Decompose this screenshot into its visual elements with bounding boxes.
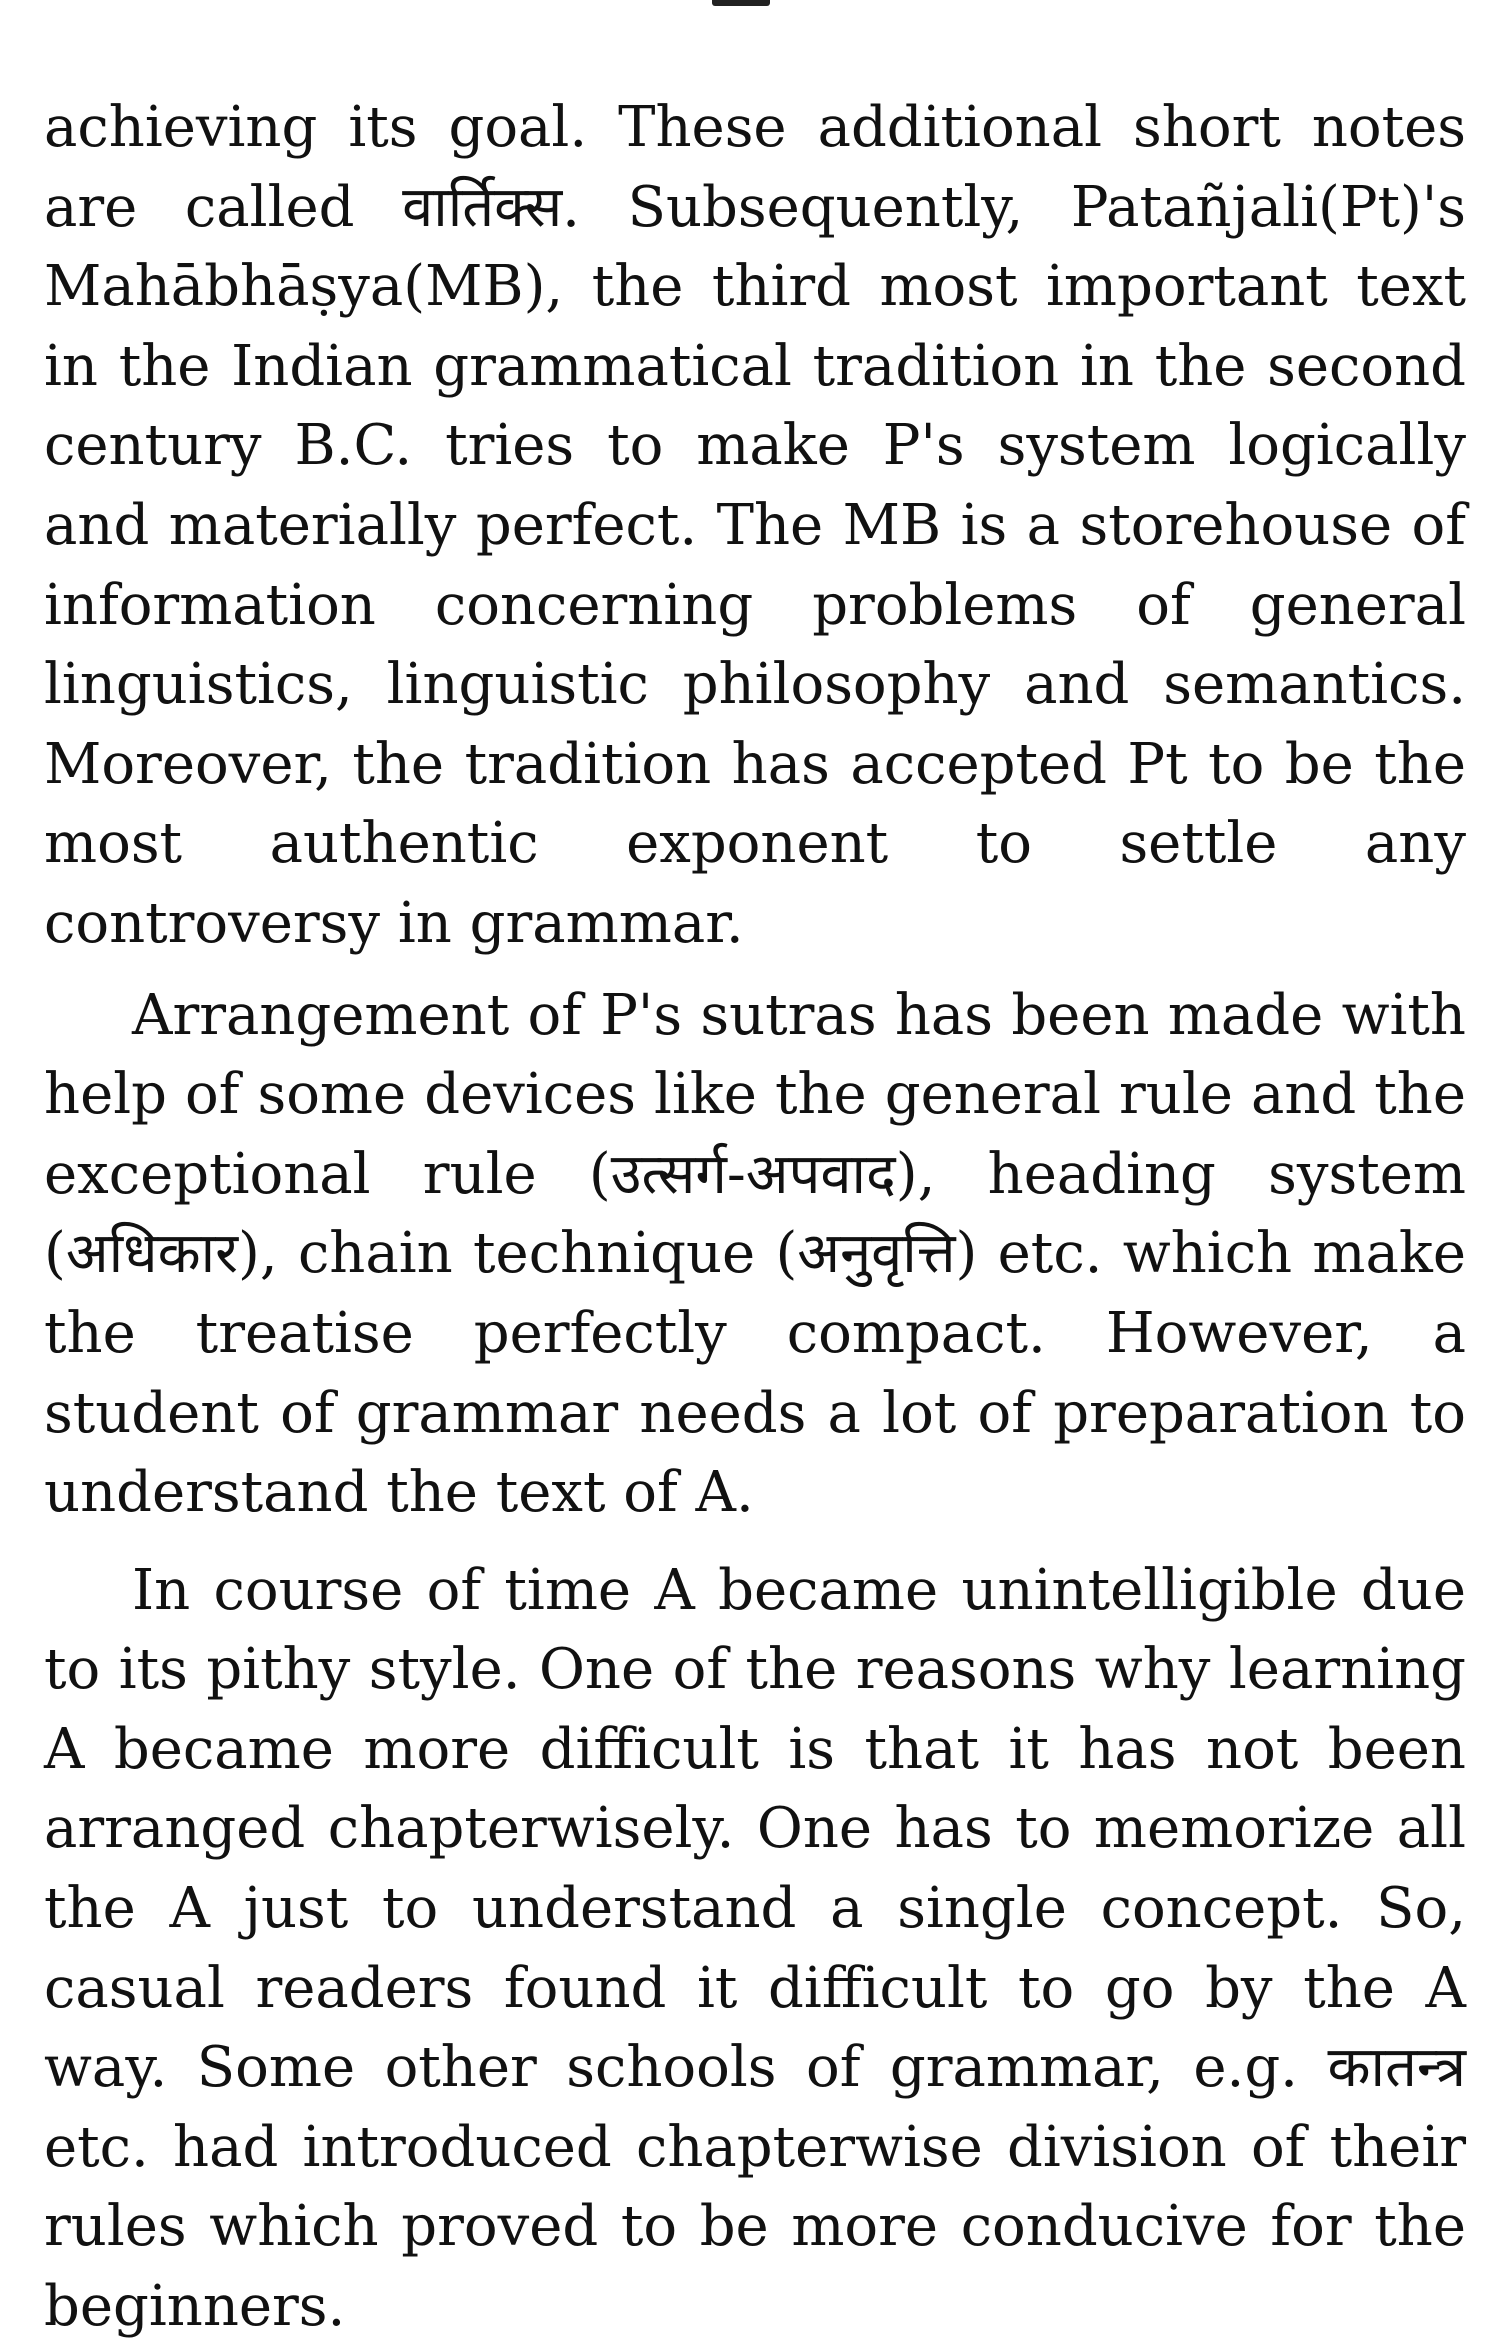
page-number-fragment [712, 0, 770, 6]
paragraph-3: In course of time A became unintelligible due to its pithy style. One of the reasons why learning A became more difficult is that it has not been arranged chapterwisely. One has to memorize all the A just to understand a single concept. So, casual readers found it difficult to go by the A way. Some other schools of grammar, e.g. कातन्त्र etc. had introduced chapterwise division of their rules which proved to be more conducive for the beginners. [44, 1557, 1466, 2340]
paragraph-2: Arrangement of P's sutras has been made with help of some devices like the general rule and the exceptional rule (उत्सर्ग-अपवाद), heading system (अधिकार), chain technique (अनुवृत्ति) etc. which make the treatise perfectly compact. However, a student of grammar needs a lot of preparation to understand the text of A. [44, 982, 1466, 1526]
paragraph-1: achieving its goal. These additional short notes are called वार्तिक्स. Subsequently, Patañjali(Pt)'s Mahābhāṣya(MB), the third most important text in the Indian grammatical tradition in the second century B.C. tries to make P's system logically and materially perfect. The MB is a storehouse of information concerning problems of general linguistics, linguistic philosophy and semantics. Moreover, the tradition has accepted Pt to be the most authentic exponent to settle any controversy in grammar. [44, 95, 1466, 956]
document-body [44, 88, 1466, 2347]
